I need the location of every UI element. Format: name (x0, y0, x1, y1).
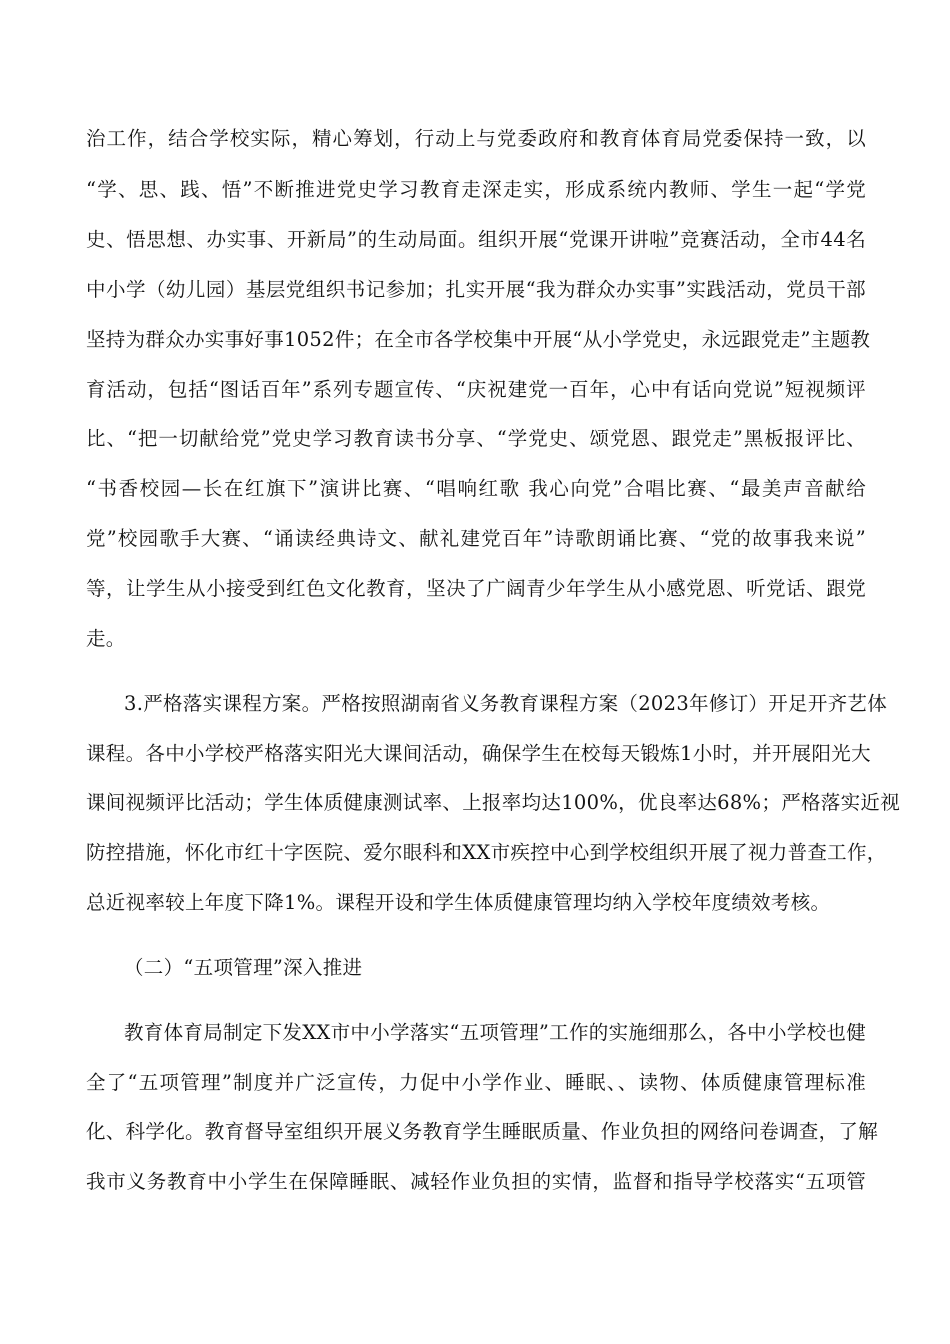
p2-line-3: 课间视频评比活动；学生体质健康测试率、上报率均达100%，优良率达68%；严格落实近视 (86, 791, 900, 814)
p1-line-3: 史、悟思想、办实事、开新局”的生动局面。组织开展“党课开讲啦”竞赛活动，全市44名 (86, 228, 866, 251)
p1-line-7: 比、“把一切献给党”党史学习教育读书分享、“学党史、颂党恩、跟党走”黑板报评比、 (86, 427, 866, 450)
section-heading: （二）“五项管理”深入推进 (124, 956, 363, 979)
p2-line-4: 防控措施，怀化市红十字医院、爱尔眼科和XX市疾控中心到学校组织开展了视力普查工作， (86, 841, 887, 864)
p1-line-8: “书香校园—长在红旗下”演讲比赛、“唱响红歌 我心向党”合唱比赛、“最美声音献给 (86, 477, 866, 500)
p1-line-5: 坚持为群众办实事好事1052件；在全市各学校集中开展“从小学党史，永远跟党走”主题教 (86, 328, 871, 351)
p3-line-4: 我市义务教育中小学生在保障睡眠、减轻作业负担的实情，监督和指导学校落实“五项管 (86, 1170, 866, 1193)
p1-line-9: 党”校园歌手大赛、“诵读经典诗文、献礼建党百年”诗歌朗诵比赛、“党的故事我来说” (86, 527, 866, 550)
p1-line-1: 治工作，结合学校实际，精心筹划，行动上与党委政府和教育体育局党委保持一致，以 (86, 127, 866, 150)
p3-line-3: 化、科学化。教育督导室组织开展义务教育学生睡眠质量、作业负担的网络问卷调查，了解 (86, 1120, 879, 1143)
p1-line-11: 走。 (86, 627, 126, 650)
p2-line-5: 总近视率较上年度下降1%。课程开设和学生体质健康管理均纳入学校年度绩效考核。 (86, 891, 831, 914)
p3-line-2: 全了“五项管理”制度并广泛宣传，力促中小学作业、睡眠、、读物、体质健康管理标准 (86, 1071, 866, 1094)
p2-line-1: 3.严格落实课程方案。严格按照湖南省义务教育课程方案（2023年修订）开足开齐艺体 (124, 692, 888, 715)
p1-line-10: 等，让学生从小接受到红色文化教育，坚决了广阔青少年学生从小感党恩、听党话、跟党 (86, 577, 866, 600)
p2-line-2: 课程。各中小学校严格落实阳光大课间活动，确保学生在校每天锻炼1小时，并开展阳光大 (86, 742, 871, 765)
p1-line-2: “学、思、践、悟”不断推进党史学习教育走深走实，形成系统内教师、学生一起“学党 (86, 178, 866, 201)
p1-line-4: 中小学（幼儿园）基层党组织书记参加；扎实开展“我为群众办实事”实践活动，党员干部 (86, 278, 866, 301)
p1-line-6: 育活动，包括“图话百年”系列专题宣传、“庆祝建党一百年，心中有话向党说”短视频评 (86, 378, 866, 401)
p3-line-1: 教育体育局制定下发XX市中小学落实“五项管理”工作的实施细那么，各中小学校也健 (124, 1021, 866, 1044)
